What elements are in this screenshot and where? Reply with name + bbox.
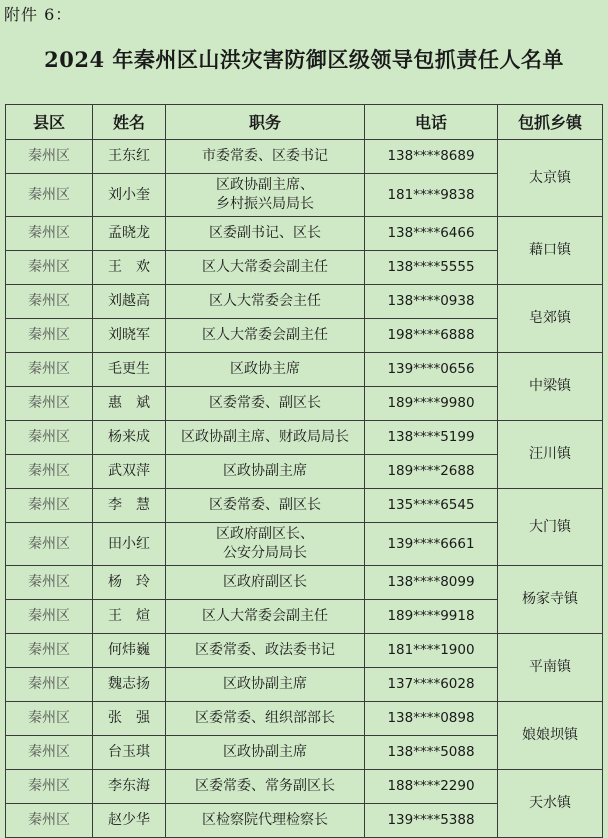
duty-line: 区政协副主席: [223, 463, 307, 479]
name-cell: 王 煊: [93, 600, 166, 634]
county-cell: 秦州区: [6, 421, 93, 455]
name-cell: 毛更生: [93, 353, 166, 387]
duty-line: 区人大常委会副主任: [202, 327, 328, 343]
name-cell: 杨来成: [93, 421, 166, 455]
table-row: [6, 634, 603, 668]
page-title: 2024 年秦州区山洪灾害防御区级领导包抓责任人名单: [44, 47, 564, 72]
county-cell: 秦州区: [6, 140, 93, 174]
duty-cell: [166, 285, 365, 319]
duty-cell: [166, 804, 365, 838]
duty-line: 区政府副区长: [223, 574, 307, 590]
name-cell: 台玉琪: [93, 736, 166, 770]
duty-line: 乡村振兴局局长: [216, 196, 314, 212]
name-cell: 刘越高: [93, 285, 166, 319]
duty-line: 区人大常委会副主任: [202, 608, 328, 624]
phone-cell: 181****9838: [365, 174, 498, 217]
table-body: [6, 140, 603, 838]
county-cell: 秦州区: [6, 634, 93, 668]
phone-cell: 139****0656: [365, 353, 498, 387]
column-header-county: 县区: [6, 105, 93, 140]
name-cell: 张 强: [93, 702, 166, 736]
duty-cell: [166, 736, 365, 770]
phone-cell: 189****9980: [365, 387, 498, 421]
duty-line: 区政府副区长、: [216, 526, 314, 542]
duty-line: 区政协主席: [230, 361, 300, 377]
table-row: [6, 489, 603, 523]
phone-cell: 138****0938: [365, 285, 498, 319]
table-row: [6, 217, 603, 251]
duty-cell: [166, 702, 365, 736]
responsibility-table: [5, 104, 603, 838]
duty-cell: [166, 668, 365, 702]
table-row: [6, 702, 603, 736]
name-cell: 王东红: [93, 140, 166, 174]
town-cell: 中梁镇: [498, 353, 603, 421]
table-row: [6, 421, 603, 455]
county-cell: 秦州区: [6, 174, 93, 217]
column-header-name: 姓名: [93, 105, 166, 140]
county-cell: 秦州区: [6, 523, 93, 566]
duty-cell: [166, 174, 365, 217]
phone-cell: 135****6545: [365, 489, 498, 523]
phone-cell: 138****5555: [365, 251, 498, 285]
county-cell: 秦州区: [6, 387, 93, 421]
county-cell: 秦州区: [6, 804, 93, 838]
county-cell: 秦州区: [6, 217, 93, 251]
county-cell: 秦州区: [6, 251, 93, 285]
duty-line: 区委常委、政法委书记: [195, 642, 335, 658]
duty-cell: [166, 353, 365, 387]
county-cell: 秦州区: [6, 600, 93, 634]
name-cell: 李 慧: [93, 489, 166, 523]
table-row: [6, 285, 603, 319]
name-cell: 王 欢: [93, 251, 166, 285]
duty-line: 公安分局局长: [223, 545, 307, 561]
name-cell: 何炜巍: [93, 634, 166, 668]
duty-line: 区人大常委会副主任: [202, 259, 328, 275]
duty-cell: [166, 600, 365, 634]
town-cell: 汪川镇: [498, 421, 603, 489]
phone-cell: 188****2290: [365, 770, 498, 804]
duty-line: 区政协副主席、财政局局长: [181, 429, 349, 445]
phone-cell: 138****6466: [365, 217, 498, 251]
duty-line: 区委常委、常务副区长: [195, 778, 335, 794]
table-row: [6, 566, 603, 600]
duty-line: 区检察院代理检察长: [202, 812, 328, 828]
county-cell: 秦州区: [6, 285, 93, 319]
county-cell: 秦州区: [6, 353, 93, 387]
phone-cell: 138****5199: [365, 421, 498, 455]
town-cell: 藉口镇: [498, 217, 603, 285]
town-cell: 大门镇: [498, 489, 603, 566]
phone-cell: 138****8689: [365, 140, 498, 174]
county-cell: 秦州区: [6, 736, 93, 770]
county-cell: 秦州区: [6, 489, 93, 523]
table-header-row: [6, 105, 603, 140]
name-cell: 孟晓龙: [93, 217, 166, 251]
attachment-label: 附件 6：: [4, 5, 73, 24]
duty-cell: [166, 217, 365, 251]
duty-cell: [166, 387, 365, 421]
table-row: [6, 770, 603, 804]
phone-cell: 189****2688: [365, 455, 498, 489]
duty-line: 区人大常委会主任: [209, 293, 321, 309]
duty-line: 区政协副主席: [223, 744, 307, 760]
phone-cell: 181****1900: [365, 634, 498, 668]
county-cell: 秦州区: [6, 319, 93, 353]
name-cell: 魏志扬: [93, 668, 166, 702]
duty-line: 区委常委、组织部部长: [195, 710, 335, 726]
column-header-phone: 电话: [365, 105, 498, 140]
town-cell: 平南镇: [498, 634, 603, 702]
county-cell: 秦州区: [6, 770, 93, 804]
column-header-duty: 职务: [166, 105, 365, 140]
phone-cell: 139****6661: [365, 523, 498, 566]
phone-cell: 137****6028: [365, 668, 498, 702]
county-cell: 秦州区: [6, 566, 93, 600]
phone-cell: 139****5388: [365, 804, 498, 838]
phone-cell: 138****8099: [365, 566, 498, 600]
town-cell: 天水镇: [498, 770, 603, 838]
duty-line: 区委副书记、区长: [209, 225, 321, 241]
duty-cell: [166, 455, 365, 489]
duty-line: 市委常委、区委书记: [202, 148, 328, 164]
duty-line: 区委常委、副区长: [209, 395, 321, 411]
name-cell: 武双萍: [93, 455, 166, 489]
name-cell: 田小红: [93, 523, 166, 566]
town-cell: 娘娘坝镇: [498, 702, 603, 770]
phone-cell: 198****6888: [365, 319, 498, 353]
duty-cell: [166, 489, 365, 523]
town-cell: 太京镇: [498, 140, 603, 217]
county-cell: 秦州区: [6, 702, 93, 736]
duty-line: 区委常委、副区长: [209, 497, 321, 513]
name-cell: 惠 斌: [93, 387, 166, 421]
duty-cell: [166, 421, 365, 455]
duty-cell: [166, 251, 365, 285]
duty-cell: [166, 634, 365, 668]
duty-line: 区政协副主席、: [216, 177, 314, 193]
name-cell: 赵少华: [93, 804, 166, 838]
column-header-town: 包抓乡镇: [498, 105, 603, 140]
table-row: [6, 140, 603, 174]
duty-cell: [166, 140, 365, 174]
duty-cell: [166, 566, 365, 600]
county-cell: 秦州区: [6, 455, 93, 489]
duty-cell: [166, 319, 365, 353]
phone-cell: 138****0898: [365, 702, 498, 736]
duty-cell: [166, 770, 365, 804]
phone-cell: 189****9918: [365, 600, 498, 634]
duty-line: 区政协副主席: [223, 676, 307, 692]
phone-cell: 138****5088: [365, 736, 498, 770]
name-cell: 刘晓军: [93, 319, 166, 353]
name-cell: 李东海: [93, 770, 166, 804]
town-cell: 皂郊镇: [498, 285, 603, 353]
name-cell: 刘小奎: [93, 174, 166, 217]
town-cell: 杨家寺镇: [498, 566, 603, 634]
county-cell: 秦州区: [6, 668, 93, 702]
duty-cell: [166, 523, 365, 566]
name-cell: 杨 玲: [93, 566, 166, 600]
table-row: [6, 353, 603, 387]
